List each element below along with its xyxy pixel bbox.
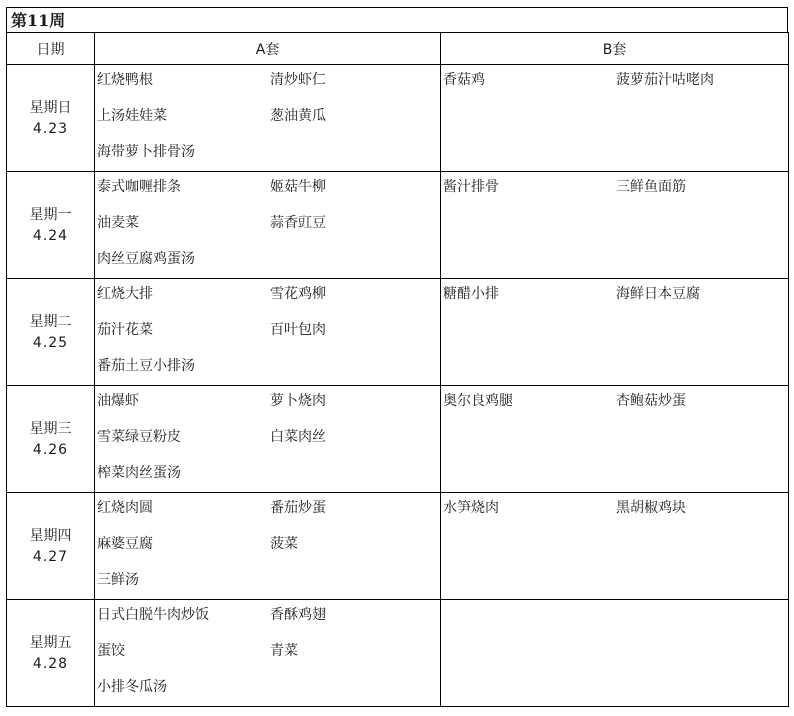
dish: 海鲜日本豆腐 [616,286,700,302]
dish: 麻婆豆腐 [97,536,153,552]
day-row-tuesday [7,279,789,386]
day-row-sunday [7,65,789,172]
day-cell [7,493,95,600]
week-title: 第11周 [6,7,788,32]
header-set-b: B套 [441,33,789,65]
day-name: 星期三 [29,421,72,437]
dish: 三鲜鱼面筋 [616,179,686,195]
set-a-cell [95,279,441,386]
set-b-cell [441,279,789,386]
soup: 三鲜汤 [97,572,139,588]
dish: 红烧肉圆 [97,500,153,516]
dish: 糖醋小排 [443,286,499,302]
set-a-cell [95,65,441,172]
dish: 酱汁排骨 [443,179,499,195]
dish: 香菇鸡 [443,72,485,88]
day-date: 4.28 [32,656,69,672]
soup: 肉丝豆腐鸡蛋汤 [97,251,195,267]
dish: 杏鲍菇炒蛋 [616,393,686,409]
dish: 菠菜 [270,536,298,552]
day-row-thursday [7,493,789,600]
set-b-cell-empty [441,600,789,707]
dish: 萝卜烧肉 [270,393,326,409]
set-a-cell [95,600,441,707]
dish: 白菜肉丝 [270,429,326,445]
dish: 番茄炒蛋 [270,500,326,516]
dish: 黑胡椒鸡块 [616,500,686,516]
day-name: 星期四 [29,528,72,544]
day-cell [7,600,95,707]
dish: 油麦菜 [97,215,139,231]
set-a-cell [95,493,441,600]
dish: 青菜 [270,643,298,659]
set-b-cell [441,386,789,493]
day-row-wednesday [7,386,789,493]
dish: 蛋饺 [97,643,125,659]
dish: 红烧大排 [97,286,153,302]
dish: 茄汁花菜 [97,322,153,338]
dish: 菠萝茄汁咕咾肉 [616,72,714,88]
dish: 水笋烧肉 [443,500,499,516]
day-cell [7,279,95,386]
day-date: 4.25 [32,335,69,351]
soup: 榨菜肉丝蛋汤 [97,465,181,481]
day-cell [7,172,95,279]
dish: 姬菇牛柳 [270,179,326,195]
set-b-cell [441,65,789,172]
set-b-cell [441,172,789,279]
header-set-a: A套 [95,33,441,65]
set-a-cell [95,172,441,279]
dish: 泰式咖喱排条 [97,179,181,195]
day-date: 4.26 [32,442,69,458]
dish: 香酥鸡翅 [270,607,326,623]
day-cell [7,65,95,172]
day-name: 星期日 [29,100,72,116]
dish: 百叶包肉 [270,322,326,338]
dish: 奥尔良鸡腿 [443,393,513,409]
dish: 上汤娃娃菜 [97,108,167,124]
day-date: 4.24 [32,228,69,244]
dish: 蒜香豇豆 [270,215,326,231]
day-cell [7,386,95,493]
set-b-cell [441,493,789,600]
menu-sheet [6,7,788,707]
day-row-monday [7,172,789,279]
day-date: 4.27 [32,549,69,565]
header-row [7,33,789,65]
header-date: 日期 [7,33,95,65]
dish: 雪菜绿豆粉皮 [97,429,181,445]
day-date: 4.23 [32,121,69,137]
day-name: 星期二 [29,314,72,330]
day-name: 星期一 [29,207,72,223]
soup: 小排冬瓜汤 [97,679,167,695]
dish: 油爆虾 [97,393,139,409]
dish: 葱油黄瓜 [270,108,326,124]
dish: 日式白脱牛肉炒饭 [97,607,209,623]
soup: 海带萝卜排骨汤 [97,144,195,160]
dish: 红烧鸭根 [97,72,153,88]
soup: 番茄土豆小排汤 [97,358,195,374]
day-row-friday [7,600,789,707]
day-name: 星期五 [29,635,72,651]
set-a-cell [95,386,441,493]
dish: 清炒虾仁 [270,72,326,88]
weekly-menu-table [6,32,789,707]
dish: 雪花鸡柳 [270,286,326,302]
